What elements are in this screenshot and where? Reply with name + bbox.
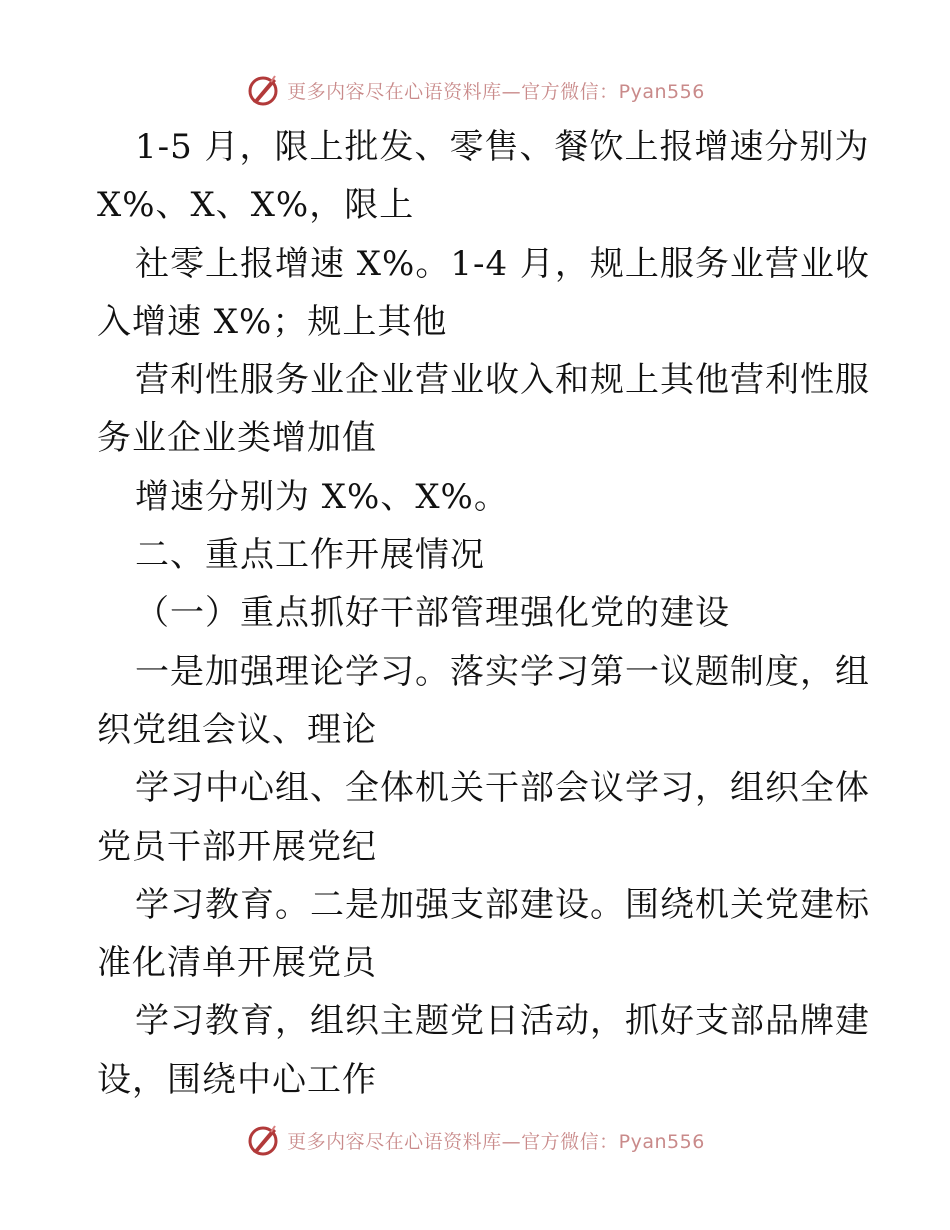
footer-watermark-banner [0,1120,950,1160]
text-line: 入增速 X%；规上其他 [97,301,448,342]
text-line: 二、重点工作开展情况 [135,535,485,576]
text-line: 设，围绕中心工作 [97,1059,377,1100]
text-line: 党员干部开展党纪 [97,826,377,867]
text-line: 学习中心组、全体机关干部会议学习，组织全体 [135,768,870,809]
text-line: 学习教育，组织主题党日活动，抓好支部品牌建 [135,1001,870,1042]
feather-pen-logo-icon [245,1122,281,1158]
header-watermark-text: 更多内容尽在心语资料库—官方微信：Pyan556 [287,80,705,103]
text-line: 务业企业类增加值 [97,418,377,459]
text-line: 织党组会议、理论 [97,709,377,750]
text-line: X%、X、X%，限上 [97,185,415,226]
text-line: 学习教育。二是加强支部建设。围绕机关党建标 [135,884,870,925]
text-line: 准化清单开展党员 [97,943,377,984]
text-line: 营利性服务业企业营业收入和规上其他营利性服 [135,360,870,401]
document-body [97,118,870,1109]
text-line: 增速分别为 X%、X%。 [135,476,509,517]
text-line: （一）重点抓好干部管理强化党的建设 [135,593,730,634]
text-line: 一是加强理论学习。落实学习第一议题制度，组 [135,651,870,692]
feather-pen-logo-icon [245,72,281,108]
header-watermark-banner [0,70,950,110]
text-line: 社零上报增速 X%。1-4 月，规上服务业营业收 [135,243,870,284]
footer-watermark-text: 更多内容尽在心语资料库—官方微信：Pyan556 [287,1130,705,1153]
text-line: 1-5 月，限上批发、零售、餐饮上报增速分别为 [135,127,870,167]
